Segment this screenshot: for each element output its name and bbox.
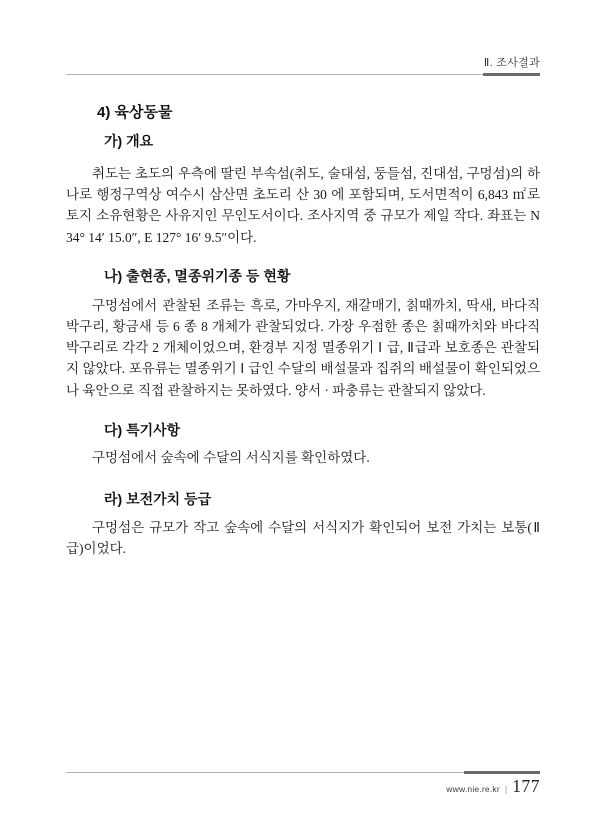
chapter-header: Ⅱ. 조사결과 <box>483 57 540 69</box>
page-content <box>66 0 540 559</box>
footer-separator: | <box>504 784 508 794</box>
subsection-heading-notes: 다) 특기사항 <box>104 421 181 438</box>
subsection-heading-overview: 가) 개요 <box>104 133 154 149</box>
subsection-heading-species: 나) 출현종, 멸종위기종 등 현황 <box>104 267 291 284</box>
page-footer <box>446 777 540 795</box>
paragraph-notes: 구멍섬에서 숲속에 수달의 서식지를 확인하였다. <box>92 449 370 465</box>
subsection-heading-grade: 라) 보전가치 등급 <box>104 491 212 508</box>
footer-rule-accent <box>464 771 540 774</box>
paragraph-overview: 취도는 초도의 우측에 딸린 부속섬(취도, 술대섬, 둥들섬, 진대섬, 구멍섬)의 하나로 행정구역상 여수시 삼산면 초도리 산 30 에 포함되며, 도서면적이 6,843 ㎡로 토지 소유현황은 사유지인 무인도서이다. 조사지역 중 규모가 제일 작다. 좌표는 N 34° 14′ 15.0″, E 127° 16′ 9.5″이다. <box>66 166 540 245</box>
section-title: 4) 육상동물 <box>97 104 173 121</box>
footer-site-url: www.nie.re.kr <box>446 784 500 794</box>
page-number: 177 <box>512 776 540 796</box>
paragraph-grade: 구멍섬은 규모가 작고 숲속에 수달의 서식지가 확인되어 보전 가치는 보통(Ⅱ급)이었다. <box>66 520 540 557</box>
footer-rule <box>66 772 540 773</box>
paragraph-species: 구멍섬에서 관찰된 조류는 흑로, 가마우지, 재갈매기, 칡때까치, 딱새, 바다직박구리, 황금새 등 6 종 8 개체가 관찰되었다. 가장 우점한 종은 칡때까치와 바다직박구리로 각각 2 개체이었으며, 환경부 지정 멸종위기 Ⅰ 급, Ⅱ급과 보호종은 관찰되지 않았다. 포유류는 멸종위기 Ⅰ 급인 수달의 배설물과 집쥐의 배설물이 확인되었으나 육안으로 직접 관찰하지는 못하였다. 양서 · 파충류는 관찰되지 않았다. <box>66 297 540 398</box>
